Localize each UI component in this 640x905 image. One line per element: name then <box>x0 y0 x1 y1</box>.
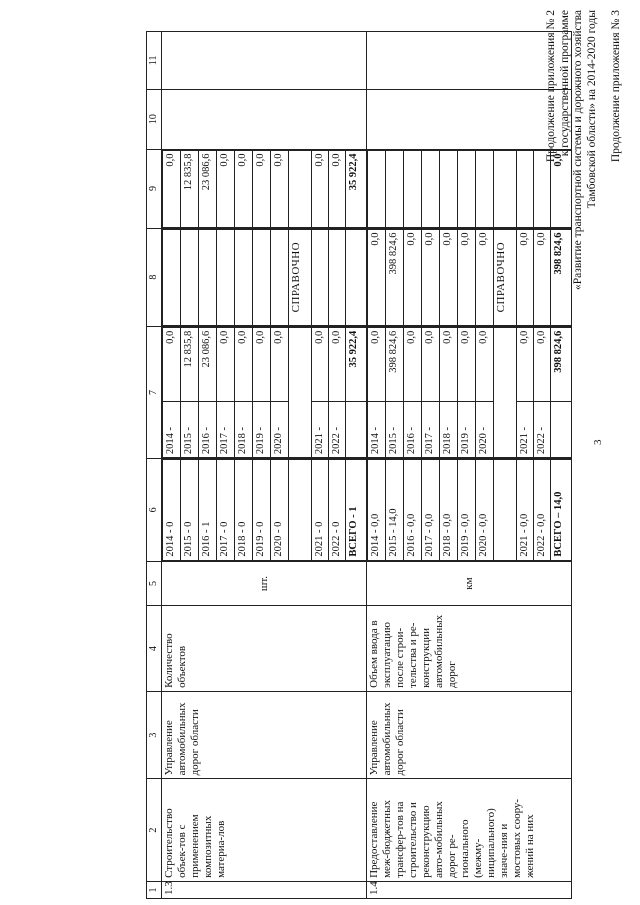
col-number: 7 <box>147 326 162 458</box>
amount-value: 0,0 <box>458 229 476 325</box>
value-row <box>368 327 386 457</box>
spacer-cell <box>494 229 517 325</box>
item-number: 1.4 <box>367 881 572 898</box>
value-subtable <box>367 459 571 561</box>
value-row <box>217 327 235 457</box>
year-label: 2016 - <box>199 401 217 458</box>
value-row <box>163 229 181 325</box>
amount-value: 0,0 <box>422 327 440 401</box>
year-label: 2020 - <box>271 401 289 458</box>
total-amount: 35 922,4 <box>346 150 367 227</box>
value-row <box>217 460 235 561</box>
amount-value: 0,0 <box>440 327 458 401</box>
header-line: Тамбовской области» на 2014-2020 годы <box>585 10 598 209</box>
year-indicator-value: 2020 - 0 <box>271 460 289 561</box>
value-row <box>181 229 199 325</box>
amount-value <box>235 229 253 325</box>
amount-value: 0,0 <box>517 327 534 401</box>
amount-value <box>253 229 271 325</box>
item-col10 <box>367 89 572 149</box>
item-name: Строительство объек-тов с применением композитных материа-лов <box>162 779 367 882</box>
spacer-cell <box>551 401 572 458</box>
item-col8 <box>367 228 572 326</box>
year-indicator-value: 2021 - 0 <box>312 460 329 561</box>
year-label: 2015 - <box>181 401 199 458</box>
total-amount: 398 824,6 <box>551 327 572 401</box>
spacer-cell <box>346 401 367 458</box>
year-label: 2017 - <box>422 401 440 458</box>
value-row <box>517 327 534 457</box>
reference-label: СПРАВОЧНО <box>290 241 302 313</box>
amount-value <box>386 150 404 227</box>
program-item-row <box>162 32 367 899</box>
amount-value: 0,0 <box>404 229 422 325</box>
year-indicator-value: 2019 - 0,0 <box>458 460 476 561</box>
col-number: 4 <box>147 606 162 691</box>
item-number: 1.3 <box>162 881 367 898</box>
value-row <box>163 150 181 227</box>
spacer-cell <box>289 229 312 325</box>
year-indicator-value: 2014 - 0,0 <box>368 460 386 561</box>
page-number: 3 <box>592 439 604 445</box>
value-row <box>476 460 494 561</box>
item-col11 <box>162 32 367 90</box>
item-col6 <box>367 459 572 562</box>
value-row <box>517 460 534 561</box>
year-indicator-value: 2021 - 0,0 <box>517 460 534 561</box>
value-row <box>271 460 289 561</box>
value-row <box>368 150 386 227</box>
value-row <box>458 460 476 561</box>
amount-value: 0,0 <box>312 150 329 227</box>
value-row <box>346 229 367 325</box>
year-label: 2014 - <box>368 401 386 458</box>
total-amount: 398 824,6 <box>551 229 572 325</box>
amount-value: 0,0 <box>476 229 494 325</box>
value-row <box>181 327 199 457</box>
year-label: 2014 - <box>163 401 181 458</box>
value-row <box>551 229 572 325</box>
amount-value <box>163 229 181 325</box>
year-label: 2015 - <box>386 401 404 458</box>
col-number: 2 <box>147 779 162 882</box>
item-col11 <box>367 32 572 90</box>
value-row <box>476 150 494 227</box>
amount-value <box>199 229 217 325</box>
value-subtable <box>162 459 366 561</box>
col-number: 11 <box>147 32 162 90</box>
amount-value: 0,0 <box>235 150 253 227</box>
amount-value <box>368 150 386 227</box>
year-indicator-value: 2016 - 0,0 <box>404 460 422 561</box>
amount-value: 0,0 <box>534 327 551 401</box>
value-row <box>235 150 253 227</box>
amount-value: 0,0 <box>253 327 271 401</box>
amount-value: 0,0 <box>368 229 386 325</box>
column-number-row <box>147 32 162 899</box>
amount-value <box>329 229 346 325</box>
amount-value <box>534 150 551 227</box>
amount-value: 0,0 <box>440 229 458 325</box>
value-row <box>494 327 517 457</box>
value-row <box>368 229 386 325</box>
year-indicator-value: 2014 - 0 <box>163 460 181 561</box>
item-executor: Управление автомобильных дорог области <box>162 691 367 779</box>
amount-value <box>517 150 534 227</box>
col-number: 8 <box>147 228 162 326</box>
item-col8 <box>162 228 367 326</box>
indicators-table <box>146 31 572 899</box>
amount-value <box>458 150 476 227</box>
value-row <box>534 150 551 227</box>
value-row <box>422 150 440 227</box>
value-row <box>235 327 253 457</box>
col-number: 5 <box>147 561 162 606</box>
value-row <box>476 229 494 325</box>
spacer-cell <box>494 150 517 227</box>
item-col7 <box>162 326 367 458</box>
year-label: 2017 - <box>217 401 235 458</box>
value-row <box>422 327 440 457</box>
amount-value <box>181 229 199 325</box>
amount-value <box>271 229 289 325</box>
amount-value: 0,0 <box>217 327 235 401</box>
value-row <box>271 327 289 457</box>
value-row <box>235 460 253 561</box>
amount-value: 0,0 <box>368 327 386 401</box>
amount-value: 0,0 <box>329 327 346 401</box>
value-row <box>458 229 476 325</box>
value-row <box>199 150 217 227</box>
amount-value: 0,0 <box>329 150 346 227</box>
year-indicator-value: 2018 - 0 <box>235 460 253 561</box>
value-row <box>440 150 458 227</box>
value-row <box>289 460 312 561</box>
item-executor: Управление автомобильных дорог области <box>367 691 572 779</box>
year-label: 2022 - <box>534 401 551 458</box>
total-amount <box>346 229 367 325</box>
amount-value: 0,0 <box>253 150 271 227</box>
value-row <box>368 460 386 561</box>
amount-value: 398 824,6 <box>386 229 404 325</box>
year-label: 2019 - <box>253 401 271 458</box>
value-row <box>422 229 440 325</box>
reference-label: СПРАВОЧНО <box>495 241 507 313</box>
amount-value: 0,0 <box>517 229 534 325</box>
value-row <box>404 150 422 227</box>
value-row <box>346 150 367 227</box>
value-row <box>386 327 404 457</box>
amount-value: 0,0 <box>217 150 235 227</box>
value-row <box>329 229 346 325</box>
year-indicator-value: 2022 - 0 <box>329 460 346 561</box>
amount-value: 0,0 <box>476 327 494 401</box>
value-subtable <box>162 229 366 326</box>
value-row <box>346 327 367 457</box>
value-row <box>199 229 217 325</box>
item-col10 <box>162 89 367 149</box>
amount-value: 0,0 <box>312 327 329 401</box>
value-row <box>253 460 271 561</box>
value-row <box>458 327 476 457</box>
year-indicator-value: 2015 - 0 <box>181 460 199 561</box>
value-row <box>551 460 572 561</box>
spacer-cell <box>289 327 312 457</box>
value-row <box>217 229 235 325</box>
col-number: 3 <box>147 691 162 779</box>
year-indicator-value: 2017 - 0,0 <box>422 460 440 561</box>
amount-value <box>217 229 235 325</box>
year-indicator-value: 2017 - 0 <box>217 460 235 561</box>
item-indicator: Количество объектов <box>162 606 367 691</box>
value-row <box>440 327 458 457</box>
value-row <box>289 327 312 457</box>
item-name: Предоставление меж-бюджетных трансфер-тов на строительство и реконструкцию авто-мобильных дорог ре-гионального (межму-ниципального) значе-ния и мостовых соору-жений на них <box>367 779 572 882</box>
year-label: 2018 - <box>440 401 458 458</box>
value-row <box>329 460 346 561</box>
value-subtable <box>367 327 571 458</box>
item-col9 <box>162 149 367 228</box>
col-number: 6 <box>147 459 162 562</box>
item-indicator: Объем ввода в эксплуатацию после строи-тельства и ре-конструкции автомобильных дорог <box>367 606 572 691</box>
amount-value: 23 086,6 <box>199 327 217 401</box>
amount-value <box>312 229 329 325</box>
amount-value <box>476 150 494 227</box>
amount-value: 0,0 <box>271 327 289 401</box>
item-col9 <box>367 149 572 228</box>
value-row <box>386 460 404 561</box>
value-subtable <box>367 150 571 228</box>
amount-value: 0,0 <box>163 150 181 227</box>
amount-value: 0,0 <box>271 150 289 227</box>
value-row <box>312 150 329 227</box>
amount-value: 23 086,6 <box>199 150 217 227</box>
total-indicator-value: ВСЕГО - 1 <box>346 460 367 561</box>
value-row <box>253 327 271 457</box>
total-indicator-value: ВСЕГО – 14,0 <box>551 460 572 561</box>
value-row <box>458 150 476 227</box>
year-label: 2022 - <box>329 401 346 458</box>
amount-value <box>422 150 440 227</box>
value-row <box>271 229 289 325</box>
amount-value: 0,0 <box>404 327 422 401</box>
spacer-cell <box>494 327 517 457</box>
value-row <box>534 229 551 325</box>
value-row <box>271 150 289 227</box>
item-unit: шт. <box>162 561 367 606</box>
value-row <box>386 150 404 227</box>
value-row <box>312 460 329 561</box>
value-row <box>534 327 551 457</box>
year-label: 2021 - <box>312 401 329 458</box>
value-row <box>404 229 422 325</box>
value-row <box>217 150 235 227</box>
value-row <box>440 229 458 325</box>
value-row <box>329 150 346 227</box>
item-unit: км <box>367 561 572 606</box>
year-indicator-value: 2019 - 0 <box>253 460 271 561</box>
item-col7 <box>367 326 572 458</box>
header-line: к государственной программе <box>558 10 571 157</box>
amount-value <box>440 150 458 227</box>
value-row <box>312 229 329 325</box>
value-row <box>199 327 217 457</box>
value-row <box>551 150 572 227</box>
amount-value: 0,0 <box>458 327 476 401</box>
table-body <box>147 32 572 899</box>
value-row <box>235 229 253 325</box>
total-amount: 0,0 <box>551 150 572 227</box>
value-row <box>163 460 181 561</box>
year-indicator-value: 2015 - 14,0 <box>386 460 404 561</box>
spacer-cell <box>494 460 517 561</box>
value-row <box>494 229 517 325</box>
amount-value: 12 835,8 <box>181 327 199 401</box>
year-label: 2020 - <box>476 401 494 458</box>
year-label: 2018 - <box>235 401 253 458</box>
header-continuation: Продолжение приложения № 3 <box>610 10 622 163</box>
value-row <box>253 150 271 227</box>
value-subtable <box>162 150 366 228</box>
value-row <box>440 460 458 561</box>
col-number: 10 <box>147 89 162 149</box>
value-subtable <box>367 229 571 326</box>
year-indicator-value: 2018 - 0,0 <box>440 460 458 561</box>
year-indicator-value: 2020 - 0,0 <box>476 460 494 561</box>
value-row <box>386 229 404 325</box>
value-row <box>199 460 217 561</box>
col-number: 1 <box>147 881 162 898</box>
value-row <box>494 150 517 227</box>
value-row <box>534 460 551 561</box>
year-indicator-value: 2022 - 0,0 <box>534 460 551 561</box>
year-label: 2021 - <box>517 401 534 458</box>
amount-value: 12 835,8 <box>181 150 199 227</box>
value-row <box>404 327 422 457</box>
header-line: «Развитие транспортной системы и дорожного хозяйства <box>572 10 584 290</box>
year-label: 2016 - <box>404 401 422 458</box>
amount-value <box>404 150 422 227</box>
amount-value: 0,0 <box>235 327 253 401</box>
header-line: Продолжение приложения № 2 <box>545 10 557 163</box>
value-row <box>346 460 367 561</box>
value-row <box>517 150 534 227</box>
value-row <box>312 327 329 457</box>
value-row <box>476 327 494 457</box>
amount-value: 0,0 <box>534 229 551 325</box>
value-row <box>181 460 199 561</box>
value-row <box>253 229 271 325</box>
value-row <box>181 150 199 227</box>
amount-value: 0,0 <box>422 229 440 325</box>
value-row <box>551 327 572 457</box>
total-amount: 35 922,4 <box>346 327 367 401</box>
value-row <box>163 327 181 457</box>
program-item-row <box>367 32 572 899</box>
year-indicator-value: 2016 - 1 <box>199 460 217 561</box>
value-row <box>517 229 534 325</box>
value-row <box>404 460 422 561</box>
value-row <box>289 150 312 227</box>
amount-value: 398 824,6 <box>386 327 404 401</box>
value-row <box>289 229 312 325</box>
amount-value: 0,0 <box>163 327 181 401</box>
item-col6 <box>162 459 367 562</box>
value-row <box>422 460 440 561</box>
spacer-cell <box>289 150 312 227</box>
value-row <box>494 460 517 561</box>
spacer-cell <box>289 460 312 561</box>
year-label: 2019 - <box>458 401 476 458</box>
value-subtable <box>162 327 366 458</box>
col-number: 9 <box>147 149 162 228</box>
value-row <box>329 327 346 457</box>
